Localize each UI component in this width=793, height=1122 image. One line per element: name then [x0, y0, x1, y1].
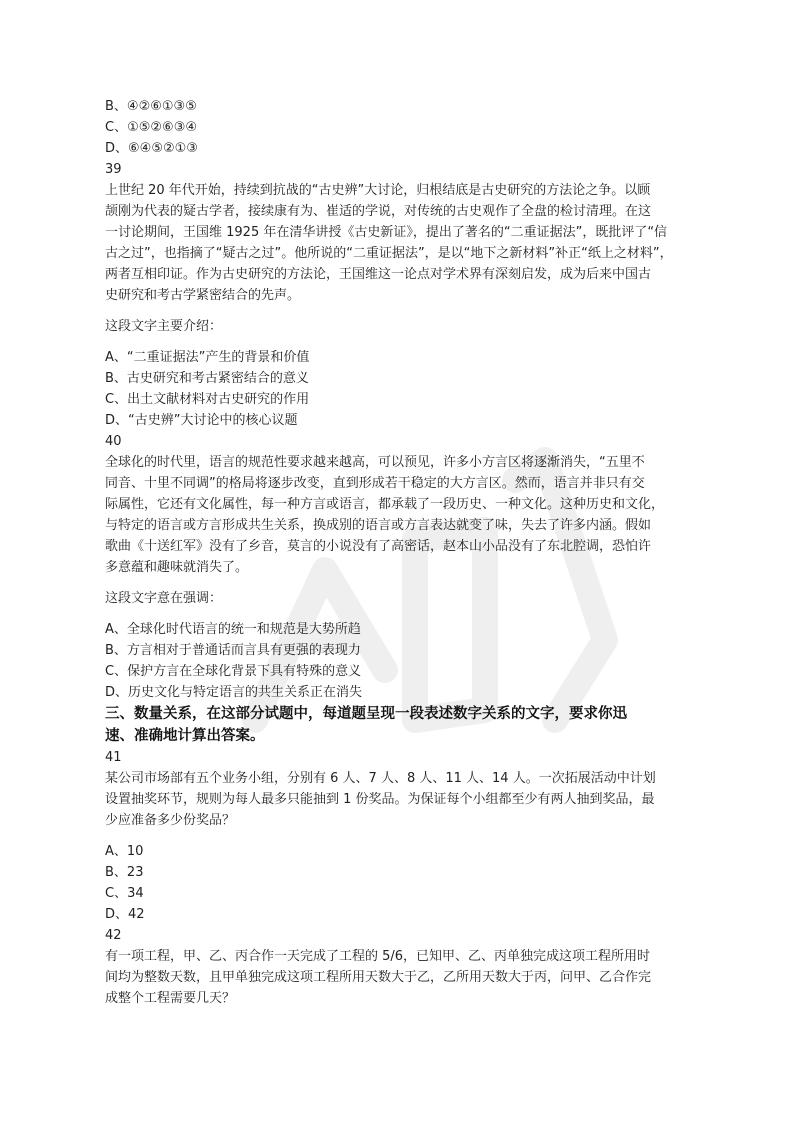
option-d: D、⑥④⑤②①③	[105, 141, 198, 156]
question-41	[105, 747, 695, 925]
section-heading-line: 速、准确地计算出答案。	[105, 727, 265, 744]
passage-line: 有一项工程，甲、乙、丙合作一天完成了工程的 5/6，已知甲、乙、丙单独完成这项工程所用时	[105, 949, 651, 964]
question-number: 42	[105, 928, 122, 943]
option-c: C、34	[105, 886, 144, 901]
option-b: B、古史研究和考古紧密结合的意义	[105, 371, 309, 386]
passage-line: 间均为整数天数，且甲单独完成这项工程所用天数大于乙，乙所用天数大于丙，问甲、乙合作完	[105, 970, 652, 985]
question-number: 39	[105, 162, 122, 177]
passage-line: 成整个工程需要几天？	[105, 991, 236, 1006]
option-d: D、42	[105, 907, 145, 922]
passage-line: 多意蕴和趣味就消失了。	[105, 560, 249, 575]
question-passage	[105, 180, 695, 306]
passage-line: 全球化的时代里，语言的规范性要求越来越高，可以预见，许多小方言区将逐渐消失，“五里不	[105, 455, 645, 470]
passage-line: 与特定的语言或方言形成共生关系，换成别的语言或方言表达就变了味，失去了许多内涵。假如	[105, 518, 652, 533]
passage-line: 两者互相印证。作为古史研究的方法论，王国维这一论点对学术界有深刻启发，成为后来中国古	[105, 267, 652, 282]
section-heading	[105, 703, 695, 747]
document-body	[105, 96, 695, 1009]
question-passage	[105, 452, 695, 578]
question-prompt: 这段文字意在强调：	[105, 591, 223, 606]
passage-line: 同音、十里不同调”的格局将逐步改变，直到形成若干稳定的大方言区。然而，语言并非只有交	[105, 476, 645, 491]
question-passage	[105, 768, 695, 831]
option-a: A、“二重证据法”产生的背景和价值	[105, 350, 310, 365]
passage-line: 设置抽奖环节，规则为每人最多只能抽到 1 份奖品。为保证每个小组都至少有两人抽到奖品，最	[105, 792, 655, 807]
passage-line: 一讨论期间，王国维 1925 年在清华讲授《古史新证》，提出了著名的“二重证据法”，既批评了“信	[105, 225, 668, 240]
passage-line: 颉刚为代表的疑古学者，接续康有为、崔适的学说，对传统的古史观作了全盘的检讨清理。在这	[105, 204, 652, 219]
option-d: D、“古史辨”大讨论中的核心议题	[105, 413, 298, 428]
option-b: B、23	[105, 865, 144, 880]
passage-line: 少应准备多少份奖品？	[105, 813, 236, 828]
option-b: B、④②⑥①③⑤	[105, 99, 197, 114]
option-a: A、全球化时代语言的统一和规范是大势所趋	[105, 622, 361, 637]
option-a: A、10	[105, 844, 144, 859]
passage-line: 际属性，它还有文化属性，每一种方言或语言，都承载了一段历史、一种文化。这种历史和文化，	[105, 497, 665, 512]
passage-line: 某公司市场部有五个业务小组，分别有 6 人、7 人、8 人、11 人、14 人。一次拓展活动中计划	[105, 771, 656, 786]
question-prompt: 这段文字主要介绍：	[105, 319, 223, 334]
question-39	[105, 159, 695, 431]
question-40	[105, 431, 695, 703]
passage-line: 史研究和考古学紧密结合的先声。	[105, 288, 301, 303]
passage-line: 歌曲《十送红军》没有了乡音，莫言的小说没有了高密话，赵本山小品没有了东北腔调，恐怕许	[105, 539, 652, 554]
q38-options-tail	[105, 96, 695, 159]
passage-line: 古之过”，也指摘了“疑古之过”。他所说的“二重证据法”，是以“地下之新材料”补正“纸上之材料”，	[105, 246, 673, 261]
question-42	[105, 925, 695, 1009]
option-c: C、保护方言在全球化背景下具有特殊的意义	[105, 664, 362, 679]
question-number: 40	[105, 434, 122, 449]
section-heading-line: 三、数量关系，在这部分试题中，每道题呈现一段表述数字关系的文字，要求你迅	[105, 705, 627, 722]
option-c: C、出土文献材料对古史研究的作用	[105, 392, 310, 407]
question-passage	[105, 946, 695, 1009]
option-d: D、历史文化与特定语言的共生关系正在消失	[105, 685, 363, 700]
option-b: B、方言相对于普通话而言具有更强的表现力	[105, 643, 361, 658]
passage-line: 上世纪 20 年代开始，持续到抗战的“古史辨”大讨论，归根结底是古史研究的方法论之争。以顾	[105, 183, 651, 198]
option-c: C、①⑤②⑥③④	[105, 120, 198, 135]
question-number: 41	[105, 750, 122, 765]
